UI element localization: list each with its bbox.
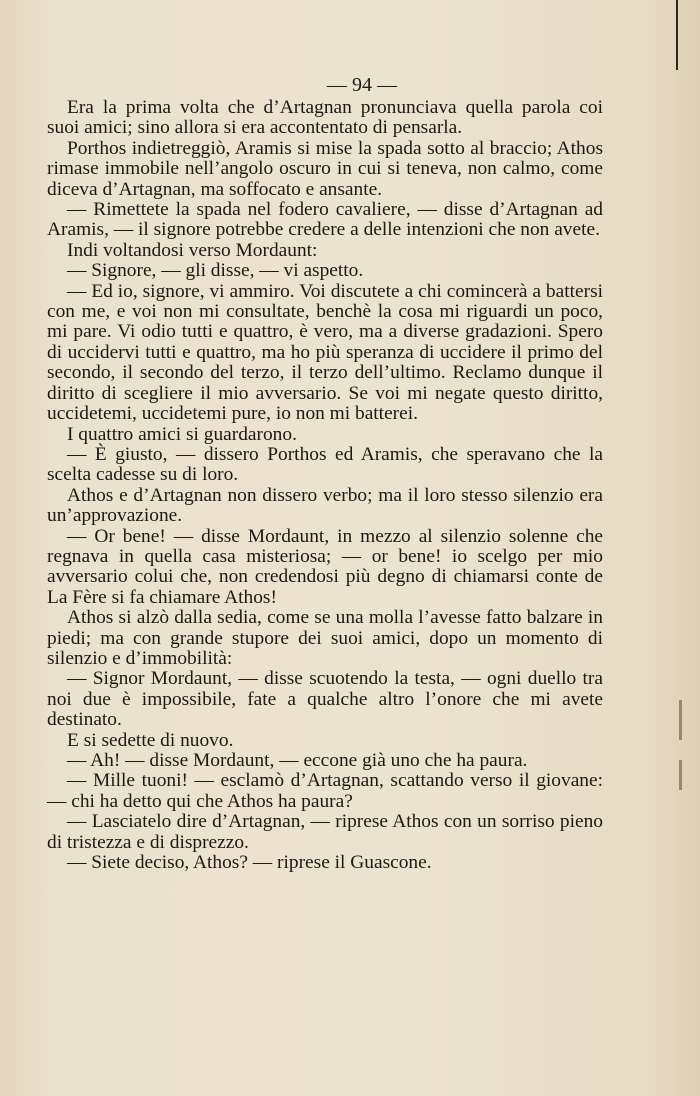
paragraph: — Lasciatelo dire d’Artagnan, — riprese Athos con un sorriso pieno di tristezza e di disprezzo. xyxy=(47,811,603,853)
paragraph: — Mille tuoni! — esclamò d’Artagnan, scattando verso il giovane: — chi ha detto qui che Athos ha paura? xyxy=(47,770,603,812)
paragraph: Athos e d’Artagnan non dissero verbo; ma il loro stesso silenzio era un’approvazione. xyxy=(47,484,603,527)
paragraph: Era la prima volta che d’Artagnan pronunciava quella parola coi suoi amici; sino allora si era accontentato di pensarla. xyxy=(47,97,603,139)
paragraph: — Ed io, signore, vi ammiro. Voi discutete a chi comincerà a battersi con me, e voi non mi consultate, benchè la cosa mi riguardi un poco, mi pare. Vi odio tutti e quattro, è vero, ma a diverse gradazioni. Spero di uccidervi tutti e quattro, ma ho più speranza di uccidere il primo del secondo, il secondo del terzo, il terzo dell’ultimo. Reclamo dunque il diritto di scegliere il mio avversario. Se voi mi negate questo diritto, uccidetemi, uccidetemi pure, io non mi batterei. xyxy=(47,280,603,425)
paragraph: — È giusto, — dissero Porthos ed Aramis, che speravano che la scelta cadesse su di loro. xyxy=(47,443,603,486)
paragraph: — Siete deciso, Athos? — riprese il Guascone. xyxy=(67,852,432,874)
body-text xyxy=(47,98,603,873)
paragraph: — Ah! — disse Mordaunt, — eccone già uno che ha paura. xyxy=(67,750,528,771)
paragraph: I quattro amici si guardarono. xyxy=(67,423,297,445)
paragraph: Indi voltandosi verso Mordaunt: xyxy=(67,239,318,261)
page-edge-line xyxy=(676,0,678,70)
paragraph: — Signor Mordaunt, — disse scuotendo la testa, — ogni duello tra noi due è impossibile, fate a qualche altro l’onore che mi avete destinato. xyxy=(47,668,603,731)
paragraph: Porthos indietreggiò, Aramis si mise la spada sotto al braccio; Athos rimase immobile nell’angolo oscuro in cui si teneva, non calmo, come diceva d’Artagnan, ma soffocato e ansante. xyxy=(47,137,603,200)
paragraph: — Rimettete la spada nel fodero cavaliere, — disse d’Artagnan ad Aramis, — il signore potrebbe credere a delle intenzioni che non avete. xyxy=(47,199,603,241)
page-edge-mark xyxy=(679,760,682,790)
paragraph: E si sedette di nuovo. xyxy=(67,729,234,751)
page-number: — 94 — xyxy=(327,74,397,96)
page-edge-mark xyxy=(679,700,682,740)
paragraph: — Signore, — gli disse, — vi aspetto. xyxy=(67,260,364,282)
paragraph: Athos si alzò dalla sedia, come se una molla l’avesse fatto balzare in piedi; ma con grande stupore dei suoi amici, dopo un momento di silenzio e d’immobilità: xyxy=(47,607,603,669)
paragraph: — Or bene! — disse Mordaunt, in mezzo al silenzio solenne che regnava in quella casa misteriosa; — or bene! io scelgo per mio avversario colui che, non credendosi più degno di chiamarsi conte de La Fère si fa chiamare Athos! xyxy=(47,525,603,608)
